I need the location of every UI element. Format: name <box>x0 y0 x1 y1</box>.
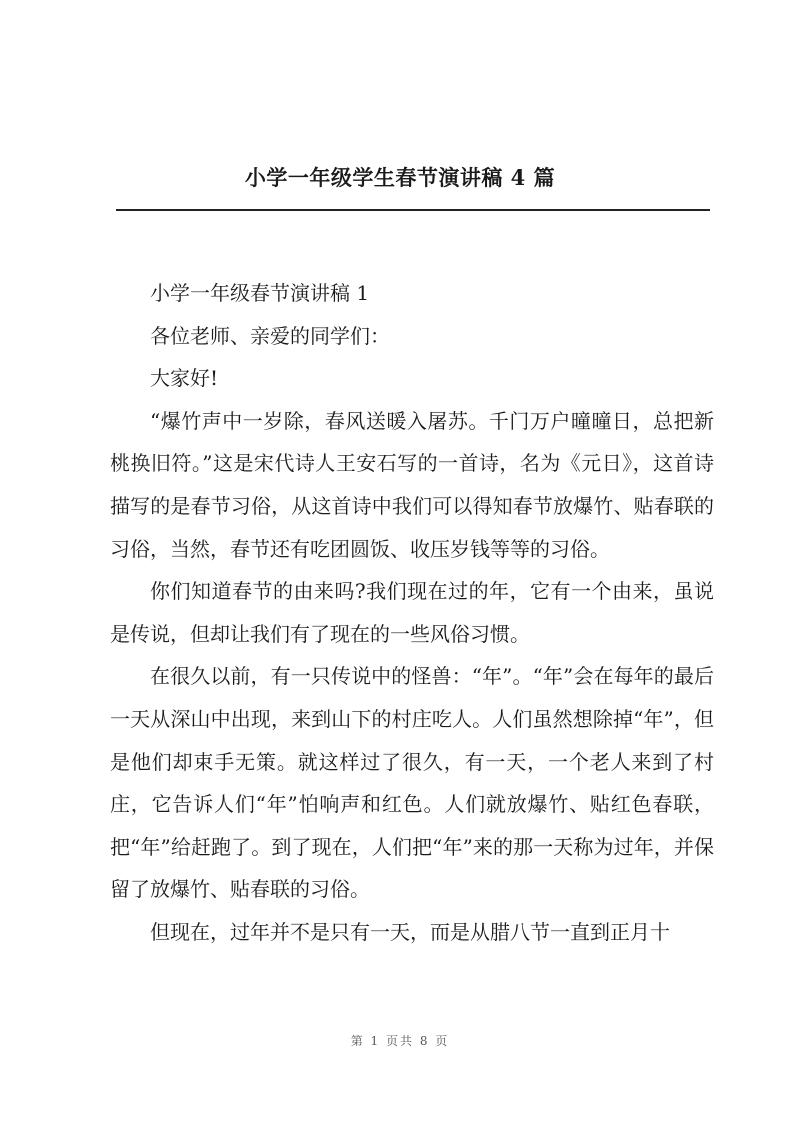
page-footer: 第 1 页共 8 页 <box>350 1034 450 1048</box>
document-body <box>110 272 714 954</box>
paragraph-nian-legend: 在很久以前，有一只传说中的怪兽：“年”。“年”会在每年的最后一天从深山中出现，来到山下的村庄吃人。人们虽然想除掉“年”，但是他们却束手无策。就这样过了很久，有一天，一个老人来到了村庄，它告诉人们“年”怕响声和红色。人们就放爆竹、贴红色春联，把“年”给赶跑了。到了现在，人们把“年”来的那一天称为过年，并保留了放爆竹、贴春联的习俗。 <box>110 664 714 902</box>
title-underline <box>116 209 710 211</box>
greeting-line: 各位老师、亲爱的同学们： <box>150 323 390 348</box>
paragraph-origin-question: 你们知道春节的由来吗?我们现在过的年，它有一个由来，虽说是传说，但却让我们有了现在的一些风俗习惯。 <box>110 579 714 646</box>
section-heading: 小学一年级春节演讲稿 1 <box>150 281 370 305</box>
document-title: 小学一年级学生春节演讲稿 4 篇 <box>244 165 556 190</box>
paragraph-continuation: 但现在，过年并不是只有一天，而是从腊八节一直到正月十 <box>150 919 670 944</box>
paragraph-poem: “爆竹声中一岁除，春风送暖入屠苏。千门万户曈曈日，总把新桃换旧符。”这是宋代诗人王安石写的一首诗，名为《元日》，这首诗描写的是春节习俗，从这首诗中我们可以得知春节放爆竹、贴春联的习俗，当然，春节还有吃团圆饭、收压岁钱等等的习俗。 <box>110 408 714 561</box>
greeting-hello: 大家好! <box>150 366 219 391</box>
